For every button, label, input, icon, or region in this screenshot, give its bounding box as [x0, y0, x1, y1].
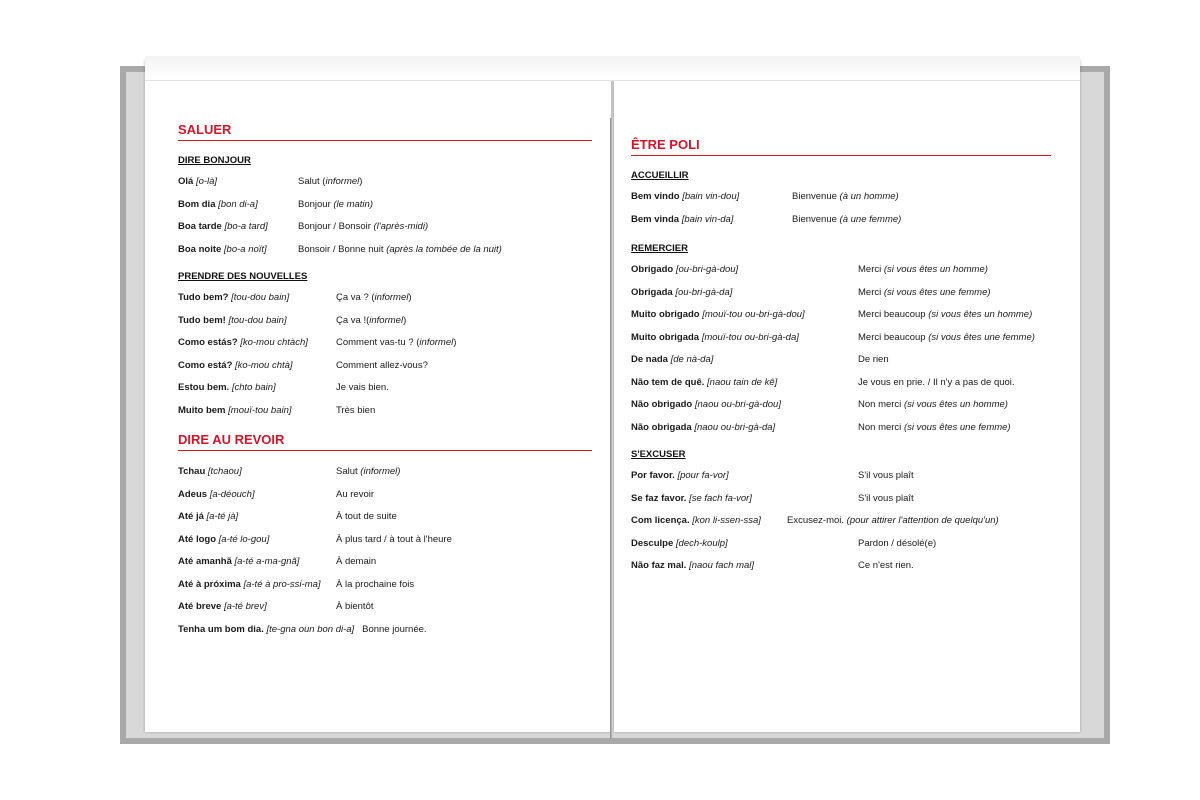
portuguese-phrase: Olá [o-là] [178, 176, 218, 187]
phrase-row [631, 263, 1051, 286]
phrase-row [178, 533, 592, 556]
portuguese-phrase: Obrigado [ou-bri-gà-dou] [631, 264, 739, 275]
french-translation: Merci (si vous êtes une femme) [858, 286, 991, 298]
portuguese-phrase: Tenha um bom dia. [te-gna oun bon di-a] Bonne journée. [178, 623, 427, 635]
phrase-row [178, 314, 592, 337]
portuguese-phrase: Tudo bem! [tou-dou bain] [178, 314, 287, 326]
phrase-row [631, 286, 1051, 309]
portuguese-phrase: Com licença. [kon li-ssen-ssa] [631, 515, 761, 526]
french-translation: Pardon / désolé(e) [858, 537, 937, 549]
right-page-content [631, 137, 1051, 582]
phrase-list [631, 190, 1051, 235]
phrase-row [178, 336, 592, 359]
french-translation: Je vous en prie. / Il n'y a pas de quoi. [858, 376, 1015, 388]
french-translation: À demain [336, 556, 377, 567]
phrase-row [631, 353, 1051, 376]
phrase-row [178, 600, 592, 623]
phrase-row [178, 220, 592, 243]
portuguese-phrase: Muito bem [mouï-tou bain] [178, 404, 292, 416]
phrase-row [178, 404, 592, 427]
french-translation: Non merci (si vous êtes un homme) [858, 399, 1008, 410]
portuguese-phrase: Por favor. [pour fa-vor] [631, 470, 729, 481]
french-translation: Bienvenue (à un homme) [792, 191, 899, 202]
french-translation: Merci beaucoup (si vous êtes un homme) [858, 309, 1033, 320]
french-translation: S'il vous plaît [858, 470, 914, 481]
book-spine [610, 118, 613, 738]
left-page-content [178, 122, 592, 645]
phrase-row [631, 559, 1051, 582]
french-translation: Ce n'est rien. [858, 560, 914, 571]
phrase-row [178, 291, 592, 314]
phrase-row [631, 308, 1051, 331]
portuguese-phrase: Até breve [a-té brev] [178, 601, 267, 612]
section-title-etre-poli: ÊTRE POLI [631, 137, 1051, 156]
phrase-row [631, 190, 1051, 213]
section-title-saluer: SALUER [178, 122, 592, 141]
phrase-row [178, 198, 592, 221]
phrase-row [178, 510, 592, 533]
portuguese-phrase: Até à próxima [a-té à pro-ssi-ma] [178, 578, 321, 590]
french-translation: De rien [858, 354, 889, 365]
phrase-row [178, 175, 592, 198]
french-translation: Bonjour / Bonsoir (l'après-midi) [298, 221, 429, 232]
french-translation: Salut (informel) [298, 176, 363, 187]
portuguese-phrase: Bem vindo [bain vin-dou] [631, 191, 740, 202]
phrase-list [178, 291, 592, 426]
phrase-list [178, 465, 592, 645]
subhead-prendre-des-nouvelles: PRENDRE DES NOUVELLES [178, 271, 308, 282]
phrase-row [178, 623, 592, 646]
portuguese-phrase: De nada [de nà-da] [631, 354, 714, 365]
page-top-edge [145, 56, 1080, 81]
portuguese-phrase: Bom dia [bon di-a] [178, 198, 258, 210]
french-translation: S'il vous plaît [858, 492, 914, 504]
portuguese-phrase: Obrigada [ou-bri-gà-da] [631, 286, 733, 298]
phrase-row [178, 555, 592, 578]
phrase-row [178, 359, 592, 382]
portuguese-phrase: Até logo [a-té lo-gou] [178, 533, 270, 545]
subhead-s-excuser: S'EXCUSER [631, 449, 686, 460]
phrase-row [631, 376, 1051, 399]
portuguese-phrase: Não obrigado [naou ou-bri-gà-dou] [631, 399, 781, 410]
french-translation: À la prochaine fois [336, 578, 415, 590]
portuguese-phrase: Tchau [tchaou] [178, 466, 242, 477]
portuguese-phrase: Não faz mal. [naou fach mal] [631, 560, 755, 571]
french-translation: Je vais bien. [336, 382, 389, 393]
french-translation: À tout de suite [336, 511, 397, 522]
portuguese-phrase: Bem vinda [bain vin-da] [631, 213, 734, 225]
phrase-row [631, 514, 1051, 537]
portuguese-phrase: Tudo bem? [tou-dou bain] [178, 292, 290, 303]
phrase-list [631, 263, 1051, 443]
french-translation: Bonsoir / Bonne nuit (après la tombée de la nuit) [298, 243, 502, 255]
portuguese-phrase: Se faz favor. [se fach fa-vor] [631, 492, 752, 504]
phrase-list [631, 469, 1051, 582]
portuguese-phrase: Não obrigada [naou ou-bri-gà-da] [631, 421, 776, 433]
phrase-row [631, 492, 1051, 515]
portuguese-phrase: Muito obrigado [mouï-tou ou-bri-gà-dou] [631, 309, 805, 320]
portuguese-phrase: Até amanhã [a-té a-ma-gnã] [178, 556, 300, 567]
french-translation: À bientôt [336, 601, 374, 612]
phrase-row [178, 381, 592, 404]
subhead-dire-bonjour: DIRE BONJOUR [178, 155, 251, 166]
french-translation: Merci (si vous êtes un homme) [858, 264, 988, 275]
portuguese-phrase: Boa tarde [bo-a tard] [178, 221, 268, 232]
portuguese-phrase: Adeus [a-déouch] [178, 488, 255, 500]
portuguese-phrase: Como está? [ko-mou chtà] [178, 359, 293, 371]
phrase-row [631, 213, 1051, 236]
portuguese-phrase: Até já [a-té jà] [178, 511, 239, 522]
phrase-list [178, 175, 592, 265]
section-title-dire-au-revoir: DIRE AU REVOIR [178, 432, 592, 451]
french-translation: Au revoir [336, 488, 375, 500]
french-translation: Merci beaucoup (si vous êtes une femme) [858, 331, 1035, 343]
portuguese-phrase: Muito obrigada [mouï-tou ou-bri-gà-da] [631, 331, 799, 343]
phrase-row [631, 421, 1051, 444]
phrase-row [178, 488, 592, 511]
french-translation: Comment vas-tu ? (informel) [336, 337, 457, 348]
subhead-remercier: REMERCIER [631, 243, 689, 254]
french-translation: Ça va ? (informel) [336, 292, 412, 303]
phrase-row [631, 331, 1051, 354]
portuguese-phrase: Desculpe [dech-koulp] [631, 537, 728, 549]
french-translation: Non merci (si vous êtes une femme) [858, 421, 1011, 433]
phrase-row [178, 243, 592, 266]
french-translation: À plus tard / à tout à l'heure [336, 533, 452, 545]
phrase-row [631, 537, 1051, 560]
phrase-row [178, 465, 592, 488]
portuguese-phrase: Como estás? [ko-mou chtàch] [178, 337, 308, 348]
french-translation: Bonjour (le matin) [298, 198, 373, 210]
portuguese-phrase: Boa noite [bo-a noït] [178, 243, 267, 255]
french-translation: Salut (informel) [336, 466, 401, 477]
phrase-row [631, 469, 1051, 492]
portuguese-phrase: Estou bem. [chto bain] [178, 382, 276, 393]
french-translation: Excusez-moi. (pour attirer l'attention de quelqu'un) [787, 515, 999, 526]
phrase-row [178, 578, 592, 601]
french-translation: Ça va !(informel) [336, 314, 407, 326]
french-translation: Très bien [336, 404, 376, 416]
subhead-accueillir: ACCUEILLIR [631, 170, 689, 181]
portuguese-phrase: Não tem de quê. [naou tain de kê] [631, 376, 778, 388]
french-translation: Comment allez-vous? [336, 359, 428, 371]
phrase-row [631, 398, 1051, 421]
french-translation: Bienvenue (à une femme) [792, 213, 902, 225]
